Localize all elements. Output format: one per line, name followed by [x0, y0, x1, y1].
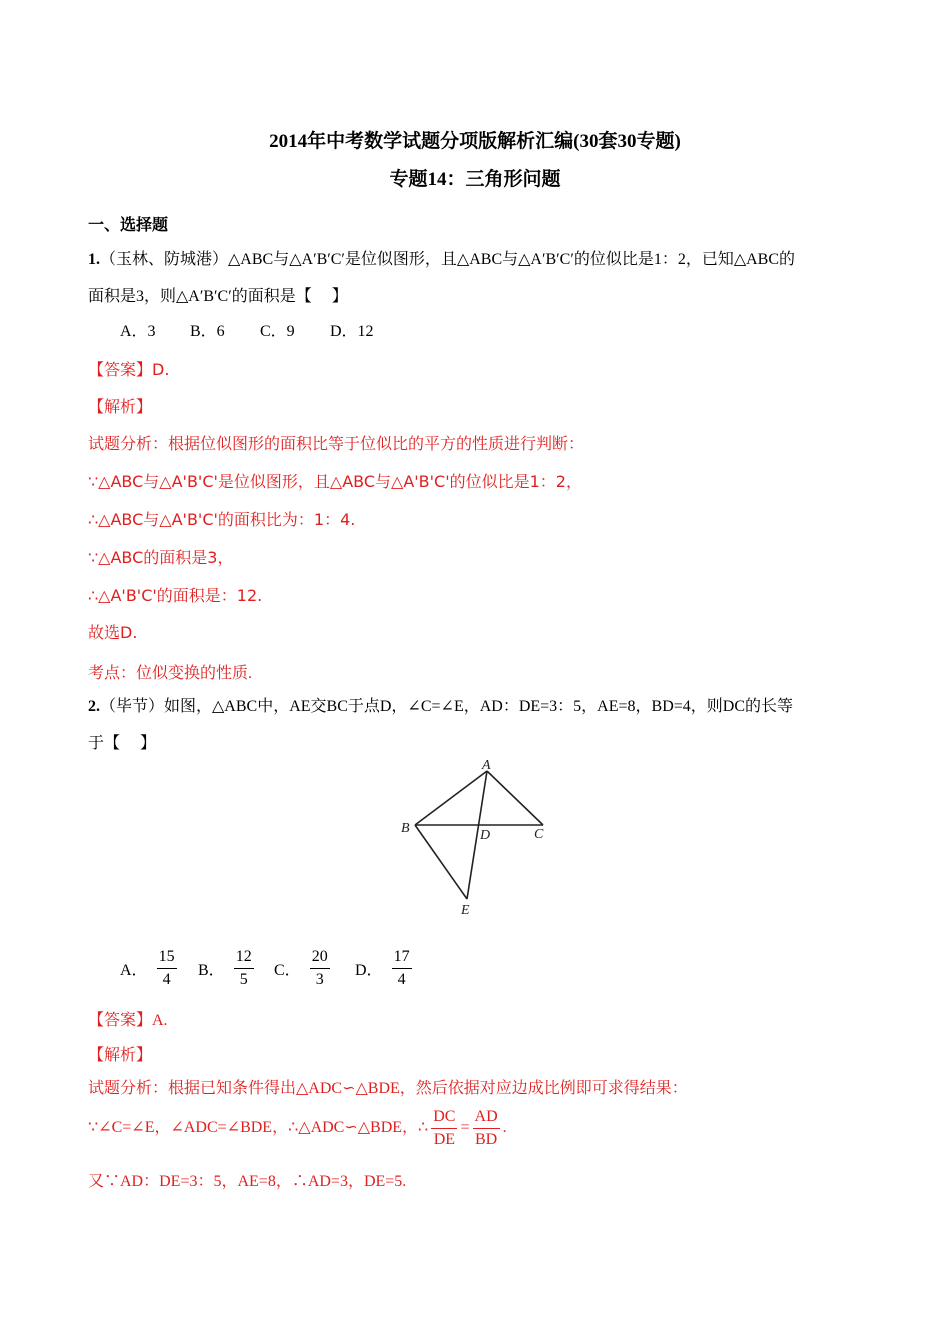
fraction: $\frac{15}{4}$ [158, 948, 175, 988]
q2-analysis-label: 【解析】 [88, 1047, 153, 1064]
q1-analysis-line6: 故选D. [88, 623, 138, 642]
q1-stem-line2: 面积是3，则△A′B′C′的面积是【 】 [88, 288, 348, 305]
segment-be [415, 825, 467, 899]
q1-kaodian: 考点：位似变换的性质. [88, 665, 253, 682]
q2-answer: 【答案】A. [88, 1012, 168, 1029]
q2-number: 2. [88, 698, 100, 715]
q1-answer: 【答案】D. [88, 360, 170, 379]
vertex-label-a: A [482, 758, 491, 773]
vertex-label-d: D [480, 828, 491, 843]
q2-analysis-line2: ∵∠C=∠E，∠ADC=∠BDE，∴△ADC∽△BDE，∴ $\frac{DC}{DE}$ = $\frac{AD}{BD}$ . [88, 1108, 507, 1148]
q1-analysis-line4: ∵△ABC的面积是3， [88, 548, 234, 567]
q1-stem-line1 [88, 246, 795, 269]
triangle-figure [395, 757, 565, 917]
segment-ab [415, 771, 487, 825]
q2-analysis-line1: 试题分析：根据已知条件得出△ADC∽△BDE，然后依据对应边成比例即可求得结果： [88, 1080, 688, 1097]
ratio-dc-de: $\frac{DC}{DE}$ [433, 1108, 456, 1148]
q1-option-b: B．6 [190, 323, 225, 340]
document-subtitle: 专题14：三角形问题 [389, 169, 561, 190]
segment-ac [487, 771, 543, 825]
vertex-label-c: C [534, 827, 544, 842]
q1-number: 1. [88, 251, 100, 268]
q2-analysis-line3: 又∵AD：DE=3：5，AE=8，∴AD=3，DE=5. [88, 1173, 407, 1190]
fraction: $\frac{17}{4}$ [393, 948, 410, 988]
q2-option-a: A． $\frac{15}{4}$ [120, 948, 175, 988]
fraction: $\frac{20}{3}$ [311, 948, 328, 988]
fraction: $\frac{12}{5}$ [235, 948, 252, 988]
q1-option-c: C．9 [260, 323, 295, 340]
q1-analysis-line5: ∴△A'B'C'的面积是：12. [88, 586, 263, 605]
vertex-label-b: B [401, 821, 410, 836]
vertex-label-e: E [461, 903, 470, 917]
q1-option-a: A．3 [120, 323, 156, 340]
q1-analysis-label: 【解析】 [88, 397, 153, 416]
q2-option-c: C． $\frac{20}{3}$ [274, 948, 328, 988]
q2-stem-line2: 于【 】 [88, 735, 157, 752]
section-heading: 一、选择题 [88, 217, 169, 234]
q2-stem-line1 [88, 693, 793, 716]
q2-option-d: D． $\frac{17}{4}$ [355, 948, 410, 988]
q1-option-d: D．12 [330, 323, 374, 340]
q2-option-b: B． $\frac{12}{5}$ [198, 948, 252, 988]
ratio-ad-bd: $\frac{AD}{BD}$ [474, 1108, 498, 1148]
document-title: 2014年中考数学试题分项版解析汇编(30套30专题) [269, 131, 681, 152]
q1-stem-text1: （玉林、防城港）△ABC与△A′B′C′是位似图形，且△ABC与△A′B′C′的位似比是1：2，已知△ABC的 [100, 251, 796, 268]
q1-analysis-line1: 试题分析：根据位似图形的面积比等于位似比的平方的性质进行判断： [88, 434, 585, 453]
q2-stem-text1: （毕节）如图，△ABC中，AE交BC于点D，∠C=∠E，AD：DE=3：5，AE=8，BD=4，则DC的长等 [100, 698, 794, 715]
q1-analysis-line3: ∴△ABC与△A'B'C'的面积比为：1：4. [88, 510, 356, 529]
q1-analysis-line2: ∵△ABC与△A'B'C'是位似图形，且△ABC与△A'B'C'的位似比是1：2， [88, 472, 582, 491]
